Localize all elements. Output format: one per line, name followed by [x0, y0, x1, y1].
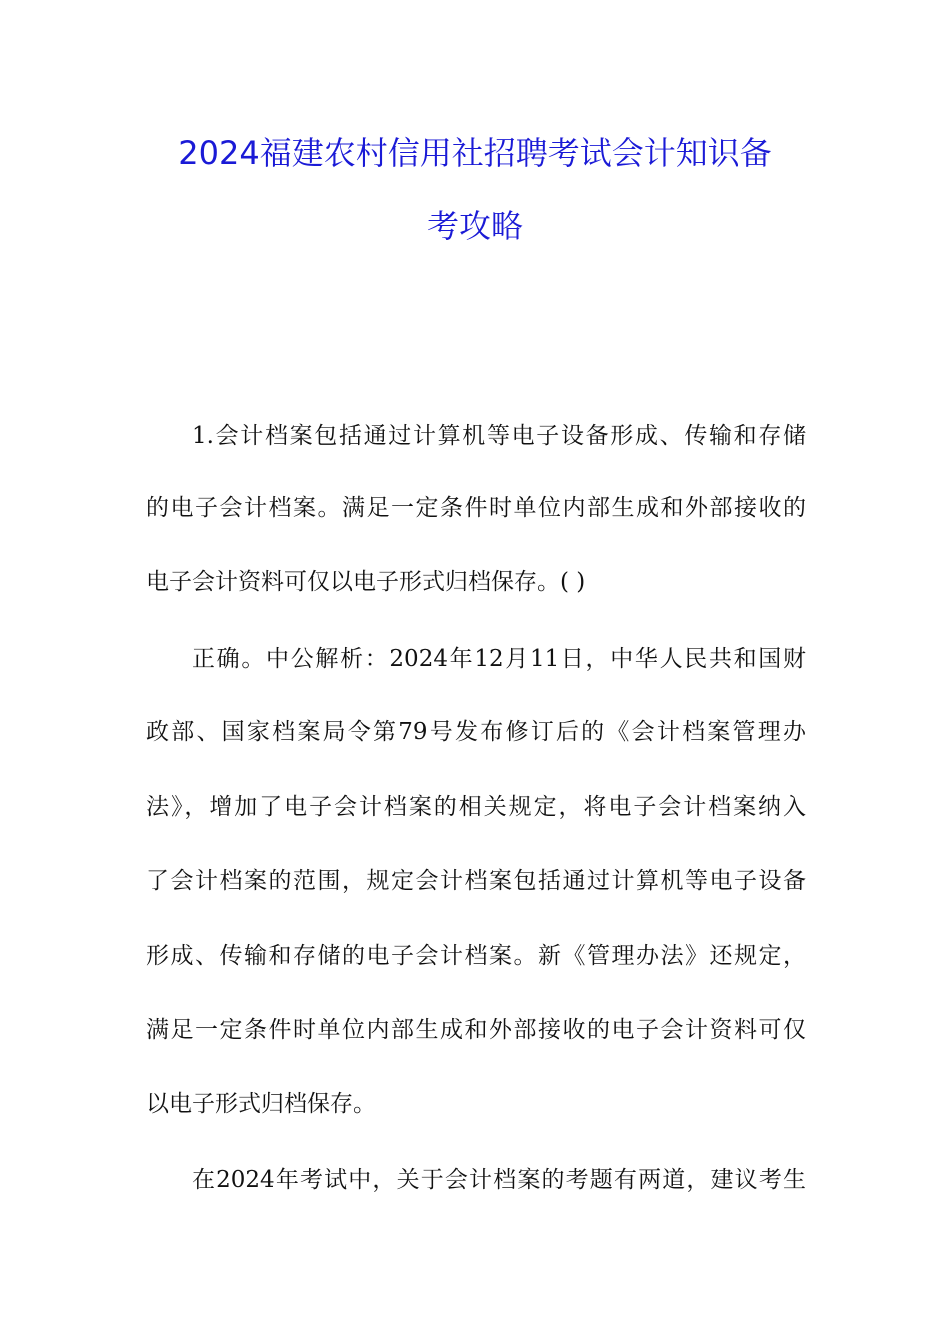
answer-line-5: 形成、传输和存储的电子会计档案。新《管理办法》还规定， [146, 943, 806, 969]
question-line-2: 的电子会计档案。满足一定条件时单位内部生成和外部接收的 [146, 495, 806, 521]
question-line-3: 电子会计资料可仅以电子形式归档保存。( ) [146, 569, 586, 595]
answer-line-4: 了会计档案的范围，规定会计档案包括通过计算机等电子设备 [146, 868, 806, 894]
document-title-line-2: 考攻略 [426, 207, 523, 245]
answer-line-1: 正确。中公解析：2024年12月11日，中华人民共和国财 [192, 646, 806, 672]
answer-line-2: 政部、国家档案局令第79号发布修订后的《会计档案管理办 [146, 719, 806, 745]
paragraph-line-1: 在2024年考试中，关于会计档案的考题有两道，建议考生 [192, 1167, 806, 1193]
answer-line-3: 法》，增加了电子会计档案的相关规定，将电子会计档案纳入 [146, 794, 806, 820]
document-title-line-1: 2024福建农村信用社招聘考试会计知识备 [178, 134, 772, 172]
answer-line-7: 以电子形式归档保存。 [146, 1091, 376, 1117]
question-line-1: 1.会计档案包括通过计算机等电子设备形成、传输和存储 [192, 423, 806, 449]
answer-line-6: 满足一定条件时单位内部生成和外部接收的电子会计资料可仅 [146, 1017, 806, 1043]
